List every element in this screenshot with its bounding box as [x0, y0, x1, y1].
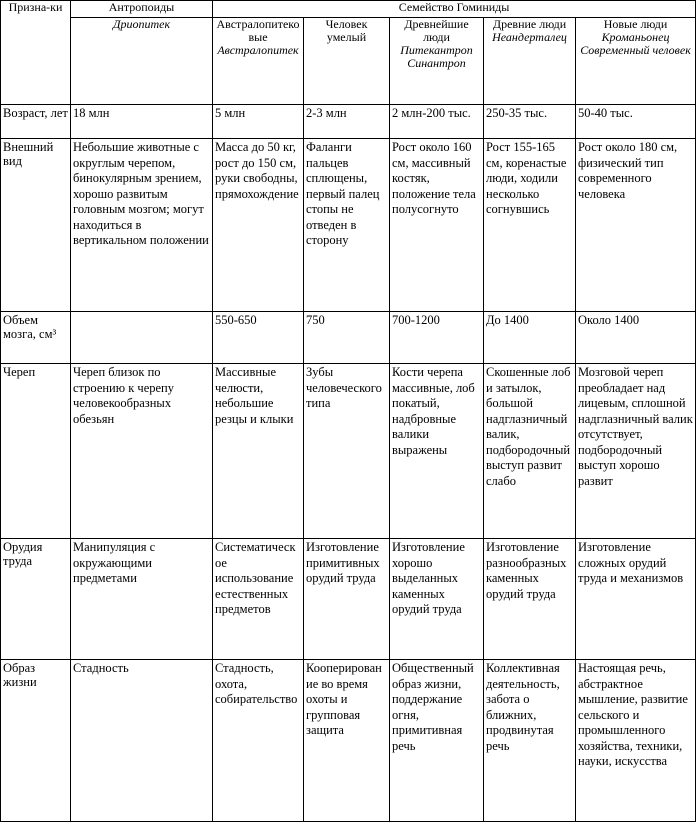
- table-cell: Зубы человеческого типа: [304, 364, 390, 539]
- row-label-skull: Череп: [1, 364, 71, 539]
- table-cell: Рост около 180 см, физический тип современного человека: [576, 139, 696, 312]
- table-cell: До 1400: [484, 312, 576, 364]
- table-cell: Около 1400: [576, 312, 696, 364]
- header-hominids: Семейство Гоминиды: [213, 1, 696, 18]
- table-cell: Рост около 160 см, массивный костяк, положение тела полусогнуто: [390, 139, 484, 312]
- header-anthropoids: Антропоиды: [71, 1, 213, 18]
- table-cell: Манипуляция с окружающими предметами: [71, 539, 213, 660]
- table-cell: 18 млн: [71, 105, 213, 139]
- table-cell: Общественный образ жизни, поддержание огня, примитивная речь: [390, 660, 484, 822]
- header-australopithecines: Австралопитековые Австралопитек: [213, 18, 304, 105]
- table-cell: Рост 155-165 см, коренастые люди, ходили несколько согнувшись: [484, 139, 576, 312]
- table-cell: Массивные челюсти, небольшие резцы и клыки: [213, 364, 304, 539]
- header-homo-habilis: Человек умелый: [304, 18, 390, 105]
- table-cell: Масса до 50 кг, рост до 150 см, руки свободны, прямохождение: [213, 139, 304, 312]
- table-cell: [71, 312, 213, 364]
- table-row: [1, 364, 696, 539]
- table-row: [1, 539, 696, 660]
- table-cell: 5 млн: [213, 105, 304, 139]
- row-label-age: Возраст, лет: [1, 105, 71, 139]
- table-row: [1, 139, 696, 312]
- table-cell: Коллективная деятельность, забота о ближних, продвинутая речь: [484, 660, 576, 822]
- table-cell: 50-40 тыс.: [576, 105, 696, 139]
- header-new-people: Новые люди Кроманьонец Современный человек: [576, 18, 696, 105]
- table-cell: Изготовление разнообразных каменных орудий труда: [484, 539, 576, 660]
- table-row: [1, 312, 696, 364]
- header-row-top: [1, 1, 696, 18]
- header-ancient-people: Древнейшие люди Питекантроп Синантроп: [390, 18, 484, 105]
- table-cell: Скошенные лоб и затылок, большой надглазничный валик, подбородочный выступ развит слабо: [484, 364, 576, 539]
- table-cell: Кооперирование во время охоты и групповая защита: [304, 660, 390, 822]
- table-cell: 700-1200: [390, 312, 484, 364]
- table-cell: Фаланги пальцев сплющены, первый палец стопы не отведен в сторону: [304, 139, 390, 312]
- table-row: [1, 660, 696, 822]
- table-cell: Изготовление примитивных орудий труда: [304, 539, 390, 660]
- row-label-appearance: Внешний вид: [1, 139, 71, 312]
- table-cell: Стадность, охота, собирательство: [213, 660, 304, 822]
- header-old-people: Древние люди Неандерталец: [484, 18, 576, 105]
- table-cell: 550-650: [213, 312, 304, 364]
- table-cell: Небольшие животные с округлым черепом, бинокулярным зрением, хорошо развитым головным мозгом; могут находиться в вертикальном положении: [71, 139, 213, 312]
- table-row: [1, 105, 696, 139]
- table-cell: Изготовление хорошо выделанных каменных орудий труда: [390, 539, 484, 660]
- table-cell: Настоящая речь, абстрактное мышление, развитие сельского и промышленного хозяйства, техники, науки, искусства: [576, 660, 696, 822]
- table-cell: Стадность: [71, 660, 213, 822]
- row-label-tools: Орудия труда: [1, 539, 71, 660]
- row-label-brain-volume: Объем мозга, см³: [1, 312, 71, 364]
- header-dryopithecus: Дриопитек: [71, 18, 213, 105]
- table-cell: Изготовление сложных орудий труда и механизмов: [576, 539, 696, 660]
- table-cell: 2-3 млн: [304, 105, 390, 139]
- table-cell: Систематическое использование естественных предметов: [213, 539, 304, 660]
- row-label-lifestyle: Образ жизни: [1, 660, 71, 822]
- header-row-sub: [1, 18, 696, 105]
- table-cell: Череп близок по строению к черепу человекообразных обезьян: [71, 364, 213, 539]
- header-traits: Призна-ки: [1, 1, 71, 105]
- table-cell: 2 млн-200 тыс.: [390, 105, 484, 139]
- table-cell: Кости черепа массивные, лоб покатый, надбровные валики выражены: [390, 364, 484, 539]
- table-cell: 750: [304, 312, 390, 364]
- table-cell: Мозговой череп преобладает над лицевым, сплошной надглазничный валик отсутствует, подбородочный выступ хорошо развит: [576, 364, 696, 539]
- table-cell: 250-35 тыс.: [484, 105, 576, 139]
